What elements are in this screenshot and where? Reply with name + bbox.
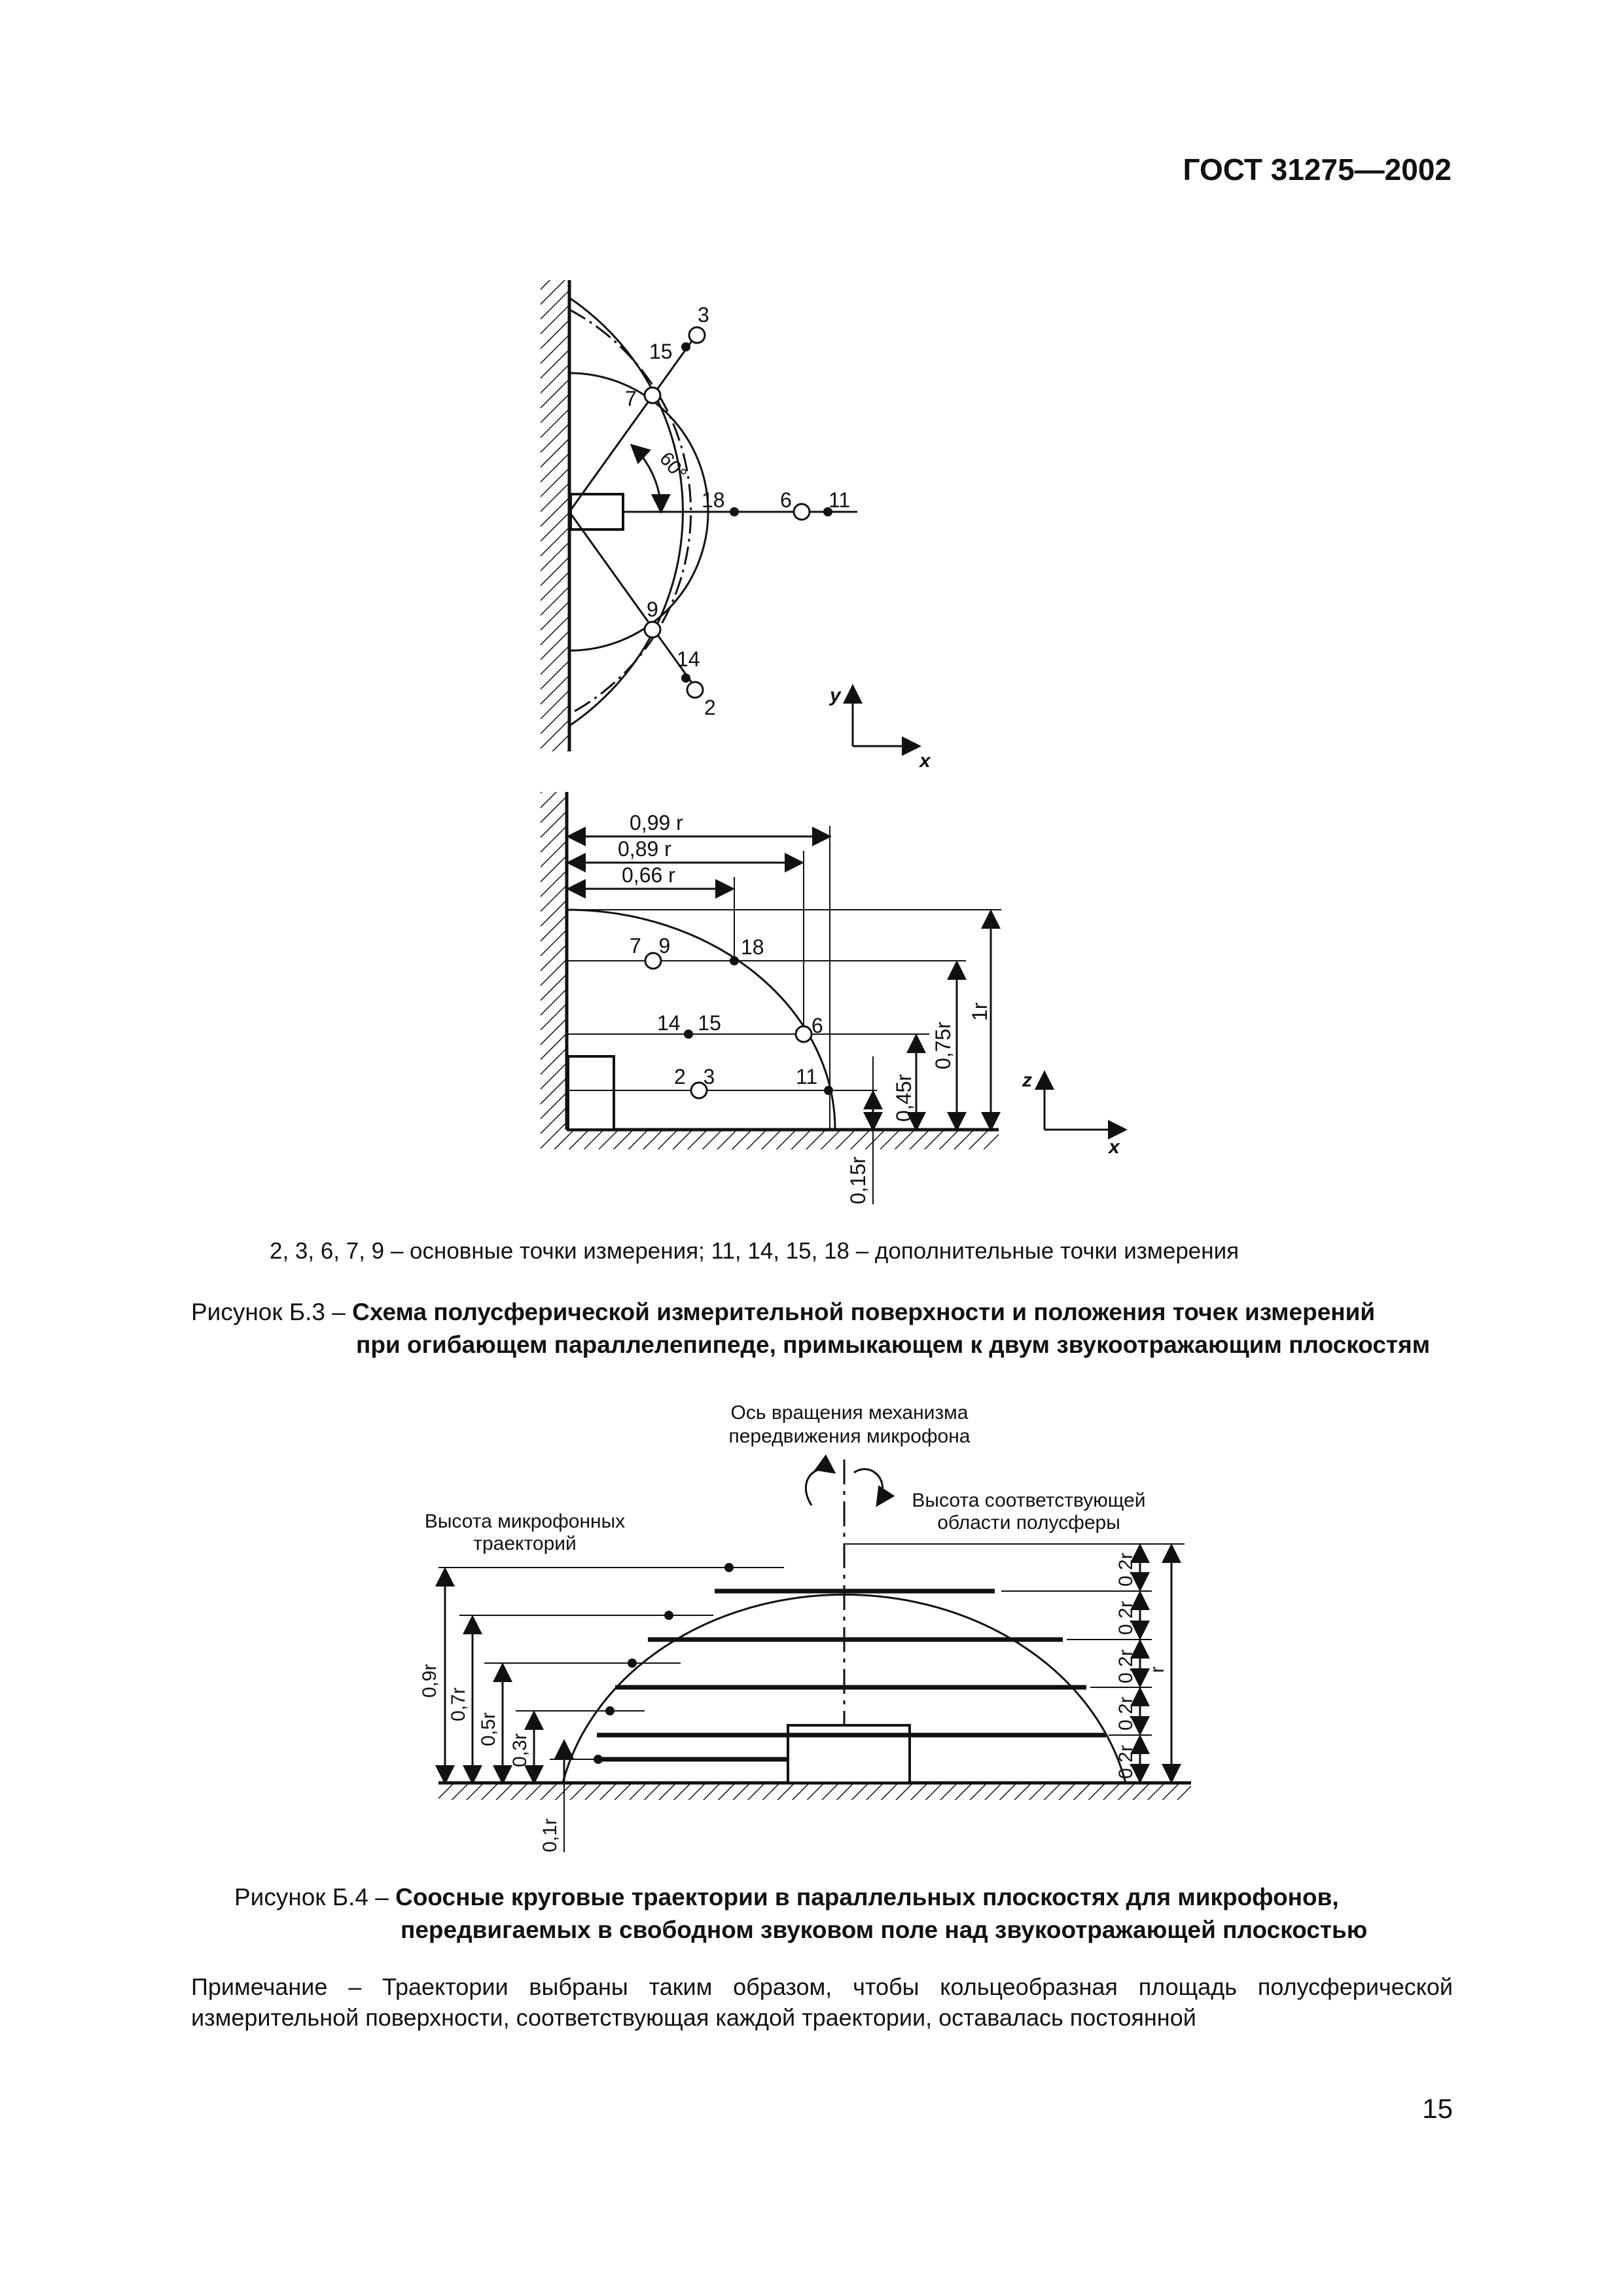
- left-label-2: траекторий: [473, 1533, 577, 1554]
- right-label-1: Высота соответствующей: [912, 1490, 1146, 1511]
- figure-legend: 2, 3, 6, 7, 9 – основные точки измерения; 11, 14, 15, 18 – дополнительные точки измерения: [270, 1238, 1240, 1264]
- label-18-b: 18: [741, 935, 764, 959]
- rotation-axis-label-2: передвижения микрофона: [728, 1426, 971, 1447]
- zone-4: 0,2r: [1115, 1696, 1137, 1731]
- label-14: 14: [677, 647, 700, 671]
- point-11-b: [824, 1086, 833, 1095]
- mic-point-03: [605, 1706, 615, 1715]
- caption-b3-line1: Схема полусферической измерительной поверхности и положения точек измерений: [352, 1299, 1376, 1325]
- axis-y-label: y: [830, 685, 841, 706]
- caption-b3-prefix: Рисунок Б.3 –: [191, 1299, 353, 1325]
- label-7: 7: [625, 387, 637, 410]
- dim-015r: 0,15r: [846, 1157, 870, 1204]
- label-3: 3: [698, 303, 709, 327]
- height-03r: 0,3r: [509, 1733, 531, 1767]
- caption-b4-line1: Соосные круговые траектории в параллельных плоскостях для микрофонов,: [395, 1884, 1339, 1910]
- rotation-axis-label-1: Ось вращения механизма: [730, 1402, 969, 1424]
- height-01r: 0,1r: [539, 1818, 561, 1852]
- caption-b3-line2: при огибающем параллелепипеде, примыкающем к двум звукоотражающим плоскостям: [356, 1331, 1431, 1358]
- mic-point-01: [594, 1755, 603, 1764]
- label-9: 9: [647, 598, 658, 621]
- point-15: [681, 342, 690, 351]
- label-2: 2: [704, 696, 716, 719]
- point-6: [794, 504, 810, 520]
- label-15: 15: [649, 340, 673, 363]
- mic-point-09: [724, 1563, 734, 1572]
- page-number: 15: [1422, 2093, 1453, 2124]
- mic-point-05: [628, 1659, 637, 1668]
- label-7-9: 7 9: [630, 934, 671, 958]
- label-11-b: 11: [796, 1065, 818, 1088]
- caption-b4-line2: передвигаемых в свободном звуковом поле над звукоотражающей плоскостью: [401, 1916, 1368, 1943]
- dim-099r: 0,99 r: [630, 811, 683, 834]
- zone-1: 0,2r: [1115, 1552, 1137, 1587]
- caption-b3: [191, 1296, 1430, 1361]
- point-2: [687, 682, 703, 698]
- figure-b4: [0, 1374, 1623, 1872]
- height-07r: 0,7r: [448, 1687, 469, 1721]
- label-18: 18: [702, 488, 725, 512]
- caption-b4-prefix: Рисунок Б.4 –: [234, 1884, 396, 1910]
- zone-2: 0,2r: [1115, 1601, 1137, 1635]
- zone-3: 0,2r: [1115, 1649, 1137, 1683]
- dim-1r: 1r: [968, 1002, 991, 1021]
- height-09r: 0,9r: [419, 1664, 440, 1698]
- right-label-2: области полусферы: [937, 1512, 1120, 1534]
- figure-b3-top: [541, 280, 931, 772]
- height-05r: 0,5r: [478, 1712, 499, 1746]
- dim-045r: 0,45r: [892, 1074, 916, 1122]
- point-6-b: [796, 1026, 812, 1042]
- dim-075r: 0,75r: [931, 1022, 955, 1069]
- point-9: [645, 622, 660, 637]
- label-6-b: 6: [812, 1014, 823, 1037]
- zone-5: 0,2r: [1115, 1745, 1137, 1779]
- caption-b4: [234, 1881, 1367, 1946]
- axis-z-label: z: [1022, 1069, 1032, 1091]
- figure-b3-bottom: [541, 792, 1126, 1204]
- point-18: [730, 507, 739, 516]
- dim-066r: 0,66 r: [622, 863, 675, 887]
- label-6: 6: [780, 488, 792, 512]
- radius-label: r: [1147, 1666, 1168, 1673]
- axis-x-label: x: [919, 750, 931, 772]
- left-label-1: Высота микрофонных: [424, 1511, 626, 1532]
- point-3: [689, 327, 705, 343]
- point-14: [681, 673, 690, 683]
- label-2-3: 2 3: [674, 1065, 715, 1088]
- dim-089r: 0,89 r: [618, 837, 671, 861]
- axis-x2-label: x: [1109, 1136, 1120, 1158]
- point-18-b: [730, 956, 739, 965]
- mic-point-07: [664, 1611, 673, 1620]
- label-11: 11: [829, 488, 851, 512]
- angle-label: 60°: [655, 448, 691, 485]
- note: Примечание – Траектории выбраны таким образом, чтобы кольцеобразная площадь полусферической измерительной поверхности, соответствующая каждой траектории, оставалась постоянной: [191, 1973, 1453, 2031]
- point-7: [645, 387, 660, 403]
- document-header: ГОСТ 31275—2002: [1183, 152, 1452, 187]
- label-14-15: 14 15: [657, 1011, 721, 1035]
